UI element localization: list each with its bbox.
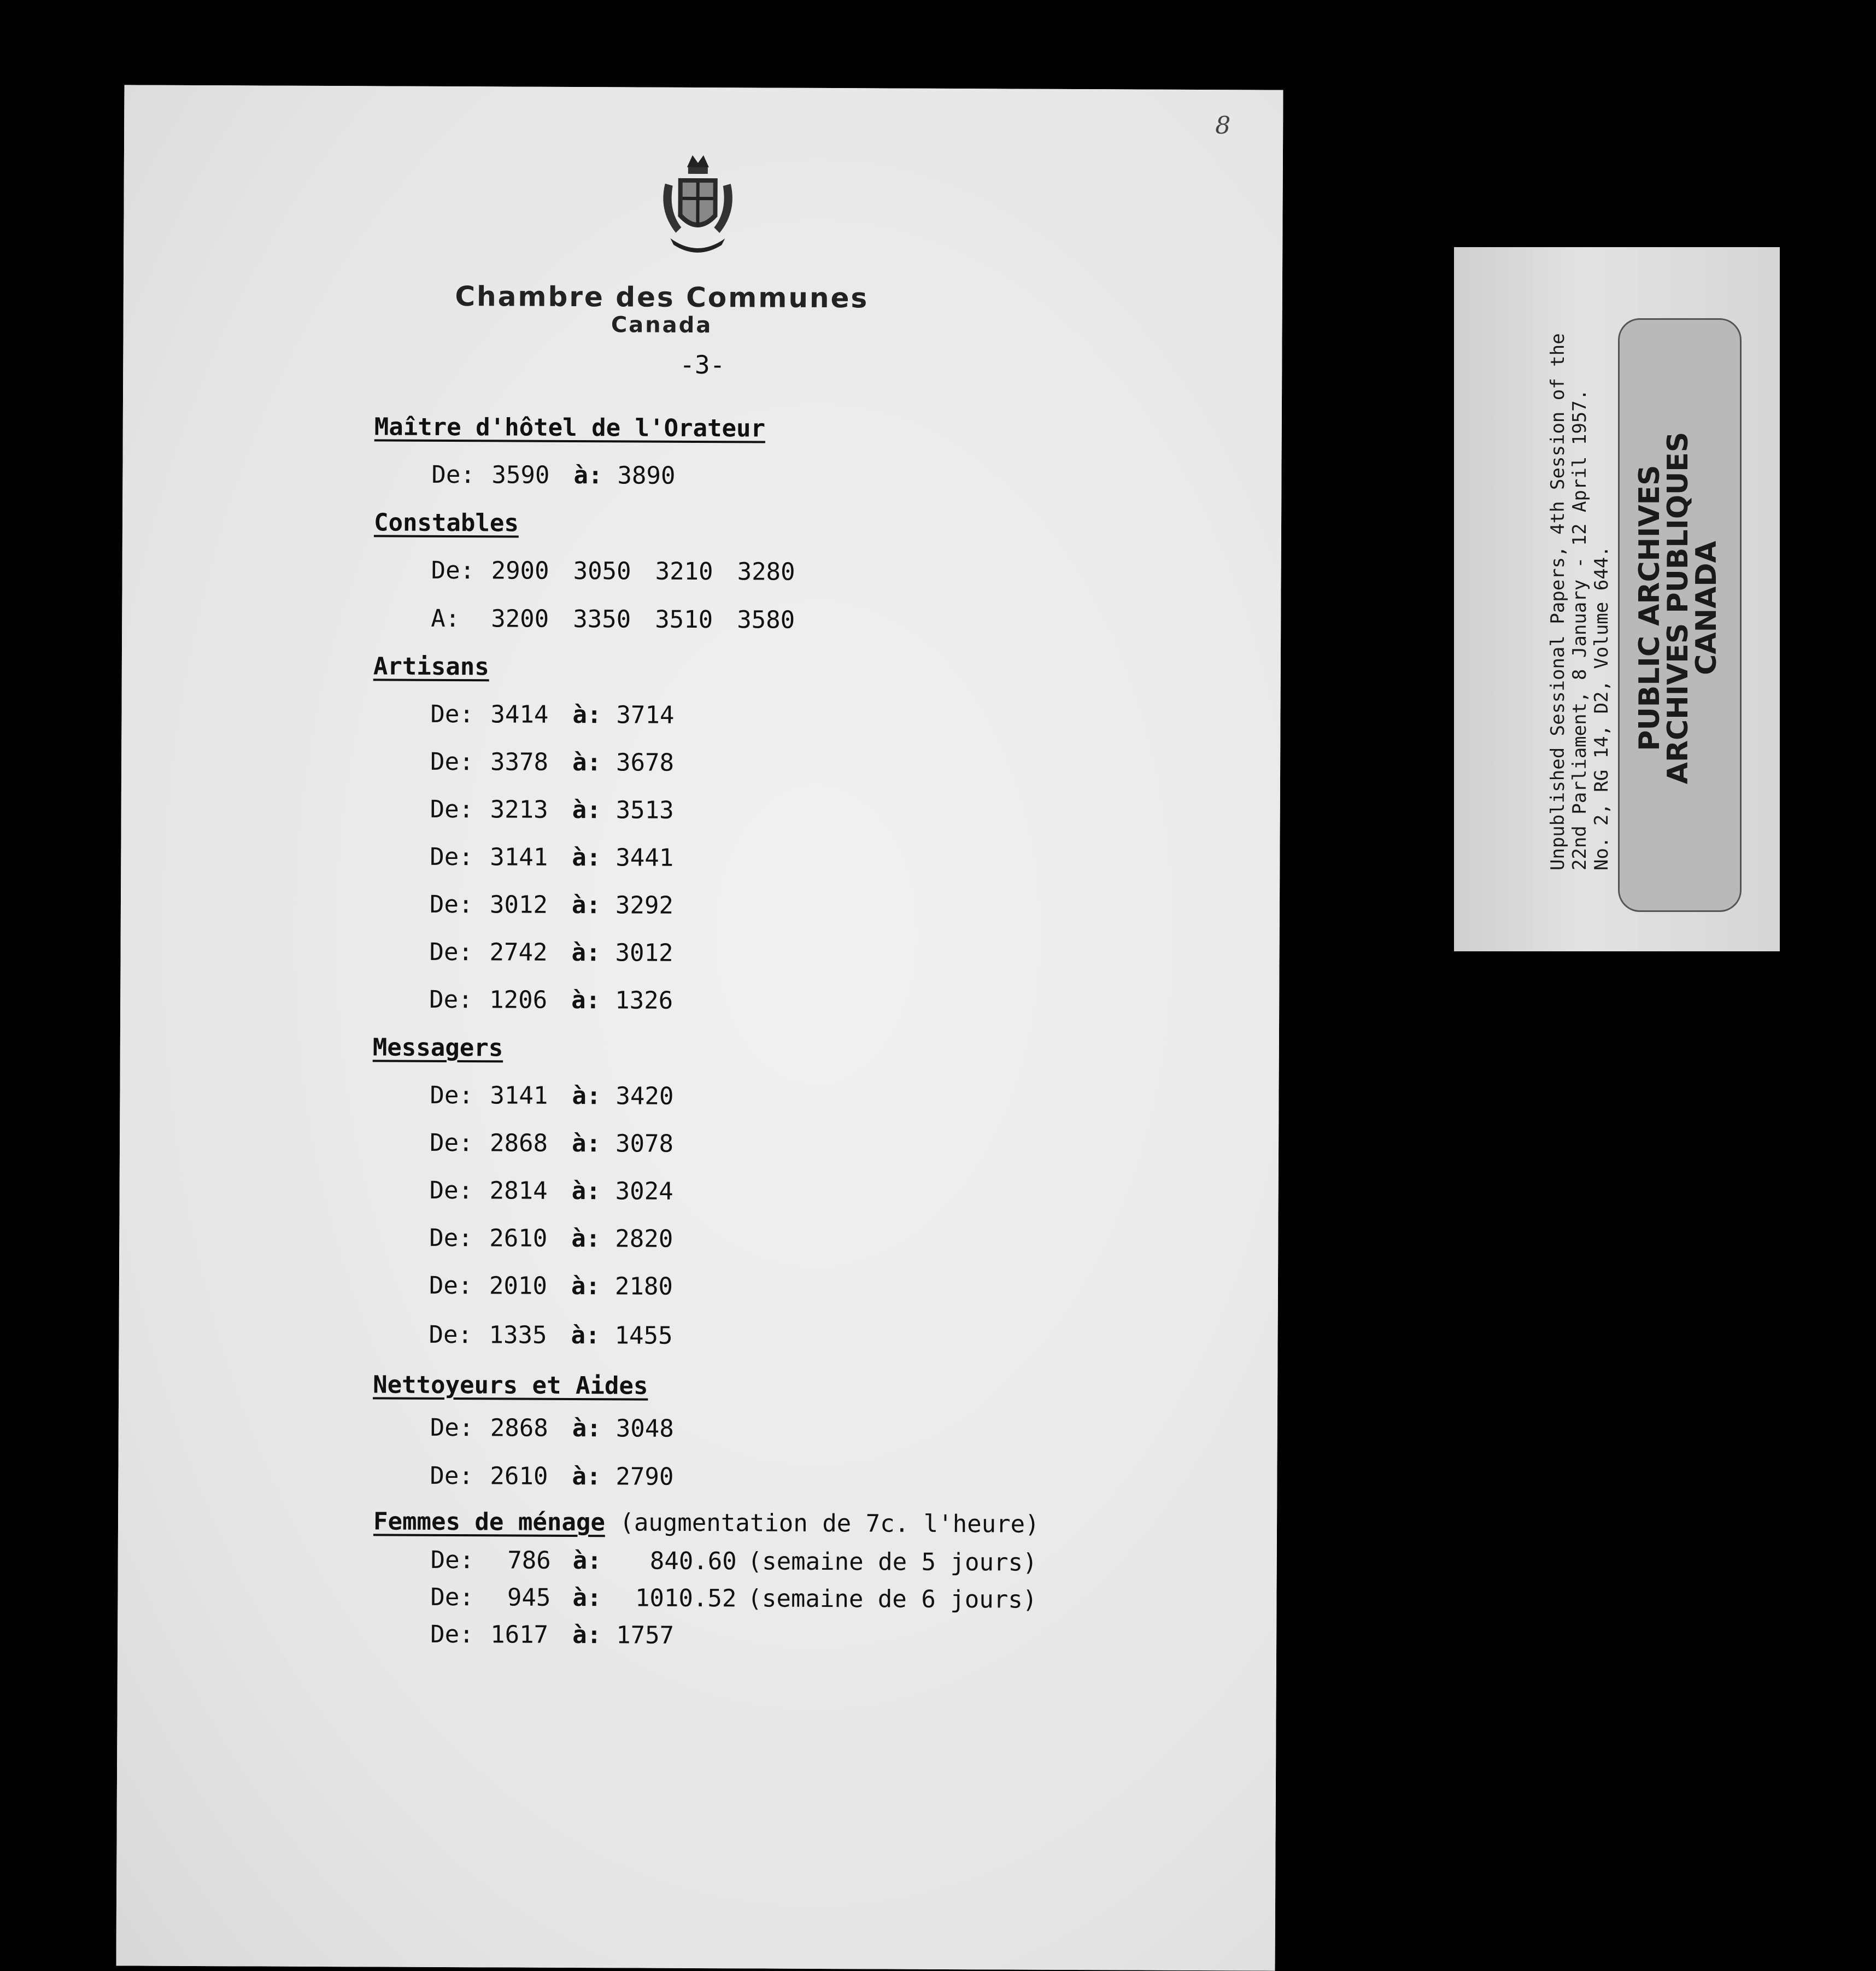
salary-row: De: 3378 à: 3678	[430, 747, 675, 777]
document-page	[116, 85, 1283, 1970]
coat-of-arms-icon	[654, 151, 742, 259]
salary-row: De: 2868 à: 3048	[430, 1413, 674, 1443]
page-number: -3-	[679, 349, 725, 380]
section-heading-line: Femmes de ménage (augmentation de 7c. l'heure)	[373, 1507, 1040, 1539]
section-heading: Artisans	[373, 652, 489, 681]
salary-row: De: 2010 à: 2180	[429, 1271, 673, 1301]
header-subtitle: Canada	[611, 312, 713, 338]
salary-row: De: 2610 à: 2790	[430, 1461, 674, 1491]
header-title: Chambre des Communes	[455, 280, 869, 314]
salary-row: De: 3141 à: 3420	[430, 1081, 674, 1110]
archive-stamp-text: PUBLIC ARCHIVES ARCHIVES PUBLIQUES CANADA	[1633, 431, 1723, 785]
salary-row: De: 2814 à: 3024	[429, 1176, 673, 1206]
salary-row: De: 1617 à: 1757	[430, 1620, 675, 1650]
section-heading: Nettoyeurs et Aides	[373, 1371, 648, 1400]
salary-row: De: 945 à: 1010.52 (semaine de 6 jours)	[430, 1583, 1037, 1614]
salary-row: A: 3200 3350 3510 3580	[431, 604, 795, 634]
handwritten-page-number: 8	[1215, 112, 1231, 140]
salary-row: De: 3414 à: 3714	[430, 700, 675, 729]
salary-row: De: 3213 à: 3513	[430, 795, 674, 824]
salary-row: De: 1335 à: 1455	[429, 1320, 673, 1350]
salary-row: De: 3141 à: 3441	[430, 843, 674, 872]
section-heading: Constables	[373, 508, 519, 537]
archive-citation: Unpublished Sessional Papers, 4th Session of the 22nd Parliament, 8 January - 12 April 1957. No. 2, RG 14, D2, Volume 644.	[1547, 333, 1613, 870]
salary-row: De: 3590 à: 3890	[431, 460, 676, 490]
salary-row: De: 2742 à: 3012	[429, 938, 673, 967]
salary-row: De: 2868 à: 3078	[429, 1128, 674, 1158]
salary-row: De: 3012 à: 3292	[429, 890, 674, 920]
section-heading: Messagers	[372, 1033, 503, 1062]
salary-row: De: 2900 3050 3210 3280	[431, 556, 795, 586]
salary-row: De: 2610 à: 2820	[429, 1224, 673, 1253]
salary-row: De: 1206 à: 1326	[429, 985, 673, 1015]
salary-row: De: 786 à: 840.60 (semaine de 5 jours)	[430, 1546, 1037, 1577]
section-heading: Maître d'hôtel de l'Orateur	[374, 413, 766, 443]
archive-label-card	[1454, 247, 1780, 951]
